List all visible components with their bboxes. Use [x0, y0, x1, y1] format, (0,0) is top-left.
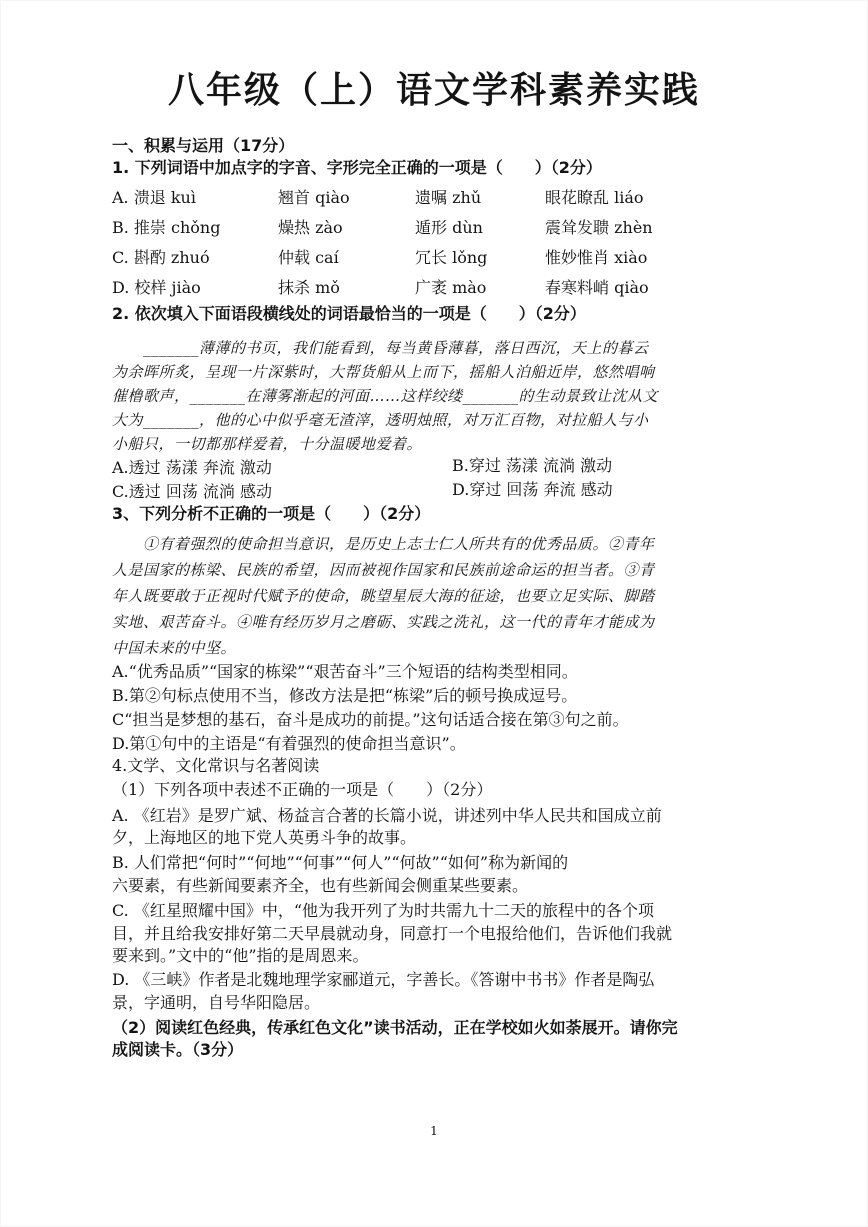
q1-c-3: 冗长 lǒng	[415, 248, 488, 267]
q2-stem: 2. 依次填入下面语段横线处的词语最恰当的一项是（ ）（2分）	[112, 304, 586, 323]
q2-passage-line: 大为_______，他的心中似乎毫无渣滓，透明烛照，对万汇百物，对拉船人与小	[112, 411, 649, 429]
q4-option-line: 六要素，有些新闻要素齐全，也有些新闻会侧重某些要素。	[112, 876, 529, 895]
q4-sub2-line: 成阅读卡。（3分）	[112, 1040, 244, 1059]
q4-option-line: D. 《三峡》作者是北魏地理学家郦道元，字善长。《答谢中书书》作者是陶弘	[112, 970, 655, 989]
q1-b-3: 遁形 dùn	[415, 218, 483, 237]
q4-sub1-stem: （1）下列各项中表述不正确的一项是（ ）（2分）	[112, 780, 493, 799]
q3-passage-line: 实地、艰苦奋斗。④唯有经历岁月之磨砺、实践之洗礼，这一代的青年才能成为	[112, 613, 655, 631]
q3-passage-line: 年人既要敢于正视时代赋予的使命，眺望星辰大海的征途，也要立足实际、脚踏	[112, 587, 655, 605]
q2-option-a: A.透过 荡漾 奔流 激动	[112, 458, 272, 477]
q3-option-c: C“担当是梦想的基石，奋斗是成功的前提。”这句话适合接在第③句之前。	[112, 710, 629, 729]
q3-stem: 3、下列分析不正确的一项是（ ）（2分）	[112, 504, 431, 523]
q4-option-line: 要来到。”文中的“他”指的是周恩来。	[112, 946, 369, 965]
q1-c-2: 仲载 caí	[278, 248, 339, 267]
q2-passage-line: 催橹歌声，_______在薄雾渐起的河面……这样绞缕_______的生动景致让沈从文	[112, 387, 659, 405]
q2-option-b: B.穿过 荡漾 流淌 激动	[452, 456, 613, 475]
q3-option-b: B.第②句标点使用不当，修改方法是把“栋梁”后的顿号换成逗号。	[112, 686, 578, 705]
q4-option-line: B. 人们常把“何时”“何地”“何事”“何人”“何故”“如何”称为新闻的	[112, 853, 569, 872]
q3-passage-line: 人是国家的栋梁、民族的希望，因而被视作国家和民族前途命运的担当者。③青	[112, 561, 655, 579]
q4-option-line: A. 《红岩》是罗广斌、杨益言合著的长篇小说，讲述列中华人民共和国成立前	[112, 806, 662, 825]
q3-passage-line: ①有着强烈的使命担当意识，是历史上志士仁人所共有的优秀品质。②青年	[112, 535, 655, 553]
q1-a-3: 遗嘱 zhǔ	[415, 188, 482, 207]
q1-d-2: 抹杀 mǒ	[278, 278, 340, 297]
section-heading: 一、积累与运用（17分）	[112, 136, 295, 155]
q3-passage-line: 中国未来的中坚。	[112, 639, 237, 657]
q4-option-line: C. 《红星照耀中国》中，“他为我开列了为时共需九十二天的旅程中的各个项	[112, 901, 655, 920]
q4-option-line: 目，并且给我安排好第二天早晨就动身，同意打一个电报给他们，告诉他们我就	[112, 924, 673, 943]
q2-passage-line: _______薄薄的书页，我们能看到，每当黄昏薄暮，落日西沉，天上的暮云	[112, 339, 649, 357]
q2-passage-line: 小船只，一切都那样爱着，十分温暖地爱着。	[112, 435, 423, 453]
page-title: 八年级（上）语文学科素养实践	[167, 70, 700, 111]
q1-d-1: D. 校样 jiào	[112, 278, 201, 297]
q4-sub2-line: （2）阅读红色经典，传承红色文化”读书活动，正在学校如火如荼展开。请你完	[112, 1018, 678, 1037]
q1-stem: 1. 下列词语中加点字的字音、字形完全正确的一项是（ ）（2分）	[112, 158, 602, 177]
q1-a-2: 翘首 qiào	[278, 188, 350, 207]
q1-d-3: 广袤 mào	[415, 278, 487, 297]
q1-a-1: A. 溃退 kuì	[112, 188, 196, 207]
q4-option-line: 景，字通明，自号华阳隐居。	[112, 993, 321, 1012]
q4-heading: 4.文学、文化常识与名著阅读	[112, 756, 320, 775]
q3-option-d: D.第①句中的主语是“有着强烈的使命担当意识”。	[112, 734, 466, 753]
q1-c-1: C. 斟酌 zhuó	[112, 248, 210, 267]
q1-b-2: 燥热 zào	[278, 218, 343, 237]
q2-option-d: D.穿过 回荡 奔流 感动	[452, 480, 613, 499]
q1-b-1: B. 推崇 chǒng	[112, 218, 221, 237]
q4-option-line: 夕，上海地区的地下党人英勇斗争的故事。	[112, 828, 417, 847]
q1-b-4: 震耸发聩 zhèn	[545, 218, 653, 237]
q1-a-4: 眼花瞭乱 liáo	[545, 188, 644, 207]
q2-passage-line: 为余晖所炙，呈现一片深紫时，大帮货船从上而下，摇船人泊船近岸，悠然唱响	[112, 363, 655, 381]
page-number: 1	[430, 1124, 438, 1138]
q1-d-4: 春寒料峭 qiào	[545, 278, 649, 297]
q2-option-c: C.透过 回荡 流淌 感动	[112, 482, 273, 501]
q3-option-a: A.“优秀品质”“国家的栋梁”“艰苦奋斗”三个短语的结构类型相同。	[112, 662, 578, 681]
q1-c-4: 惟妙惟肖 xiào	[545, 248, 648, 267]
